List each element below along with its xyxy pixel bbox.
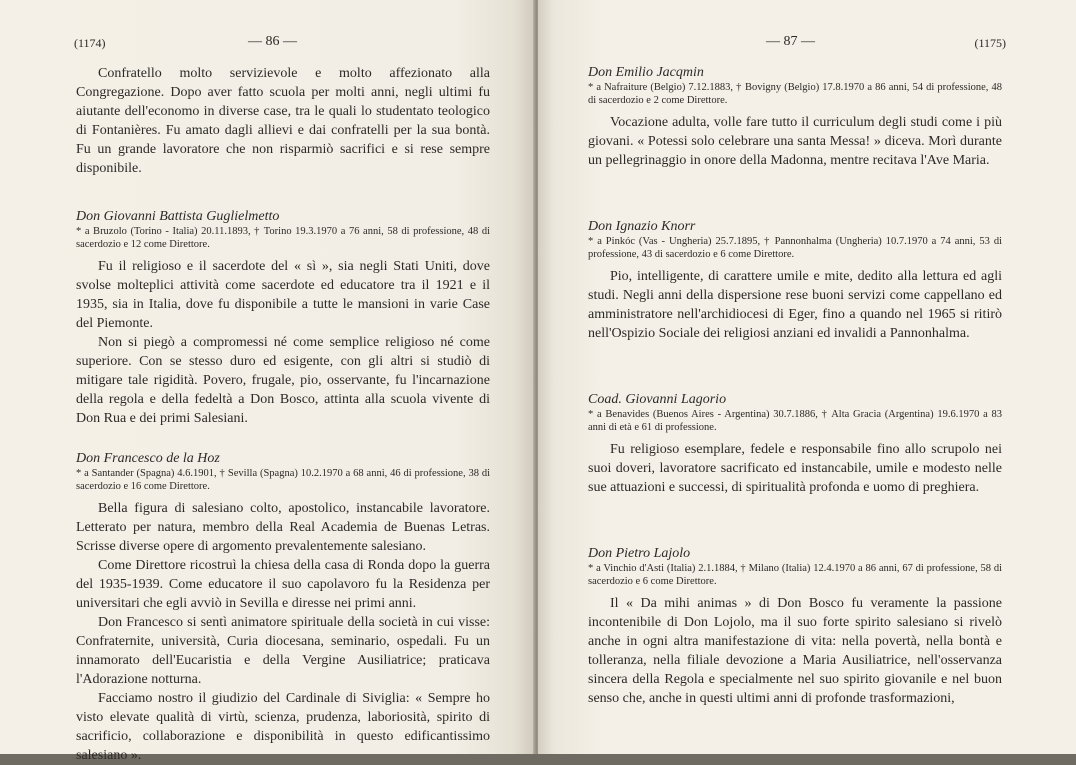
left-page-content xyxy=(76,64,490,765)
right-page-number: — 87 — xyxy=(766,34,815,49)
entry-paragraph: Bella figura di salesiano colto, apostolico, instancabile lavoratore. Letterato per natura, membro della Real Academia de Buenas Letras. Scrisse diverse opere di argomento prevalentemente salesiano. xyxy=(76,501,490,554)
entry-meta: * a Pinkóc (Vas - Ungheria) 25.7.1895, † Pannonhalma (Ungheria) 10.7.1970 a 74 anni, 53 di professione, 43 di sacerdozio e 6 come Direttore. xyxy=(588,236,1002,260)
entry-paragraph: Facciamo nostro il giudizio del Cardinale di Siviglia: « Sempre ho visto elevate qualità di virtù, scienza, prudenza, laboriosità, spirito di sacrificio, collaborazione e disponibilità in questo edificantissimo salesiano ». xyxy=(76,691,490,763)
entry-meta: * a Bruzolo (Torino - Italia) 20.11.1893, † Torino 19.3.1970 a 76 anni, 58 di professione, 48 di sacerdozio e 12 come Direttore. xyxy=(76,226,490,250)
entry-name: Coad. Giovanni Lagorio xyxy=(588,392,727,407)
entry-meta: * a Benavides (Buenos Aires - Argentina) 30.7.1886, † Alta Gracia (Argentina) 19.6.1970 a 83 anni di età e 61 di professione. xyxy=(588,409,1002,433)
entry-paragraph: Don Francesco si sentì animatore spirituale della società in cui visse: Confraternite, università, Curia diocesana, seminario, ospedali. Fu un innamorato dell'Eucaristia e della Vergine Ausiliatrice; praticava l'Adorazione notturna. xyxy=(76,615,490,687)
right-page-ref: (1175) xyxy=(974,36,1006,50)
right-page xyxy=(538,0,1076,754)
entry-paragraph: Non si piegò a compromessi né come semplice religioso né come superiore. Con se stesso duro ed esigente, con gli altri si studiò di mitigare tale rigidità. Povero, frugale, pio, osservante, fu l'incarnazione della regola e della fedeltà a Don Bosco, attinta alla scuola vivente di Don Rua e dei primi Salesiani. xyxy=(76,335,490,426)
obituary-entry xyxy=(588,64,1002,170)
entry-meta: * a Vinchio d'Asti (Italia) 2.1.1884, † Milano (Italia) 12.4.1970 a 86 anni, 67 di professione, 58 di sacerdozio e 6 come Direttore. xyxy=(588,563,1002,587)
entry-paragraph: Fu il religioso e il sacerdote del « sì », sia negli Stati Uniti, dove svolse molteplici attività come sacerdote ed educatore tra il 1921 e il 1935, sia in Italia, dove fu disponibile a tutte le mansioni in varie Case del Piemonte. xyxy=(76,259,490,331)
left-page xyxy=(0,0,535,763)
obituary-entry xyxy=(588,545,1002,708)
entry-paragraph: Pio, intelligente, di carattere umile e mite, dedito alla lettura ed agli studi. Negli anni della dispersione rese buoni servizi come cappellano ed amministratore nell'archidiocesi di Eger, fino a quando nel 1965 si ritirò nell'Ospizio Sociale dei religiosi anziani ed invalidi a Pannonhalma. xyxy=(588,269,1002,341)
entry-meta: * a Nafraiture (Belgio) 7.12.1883, † Bovigny (Belgio) 17.8.1970 a 86 anni, 54 di professione, 48 di sacerdozio e 2 come Direttore. xyxy=(588,82,1002,106)
right-page-header xyxy=(538,34,1076,52)
entry-paragraph: Fu religioso esemplare, fedele e responsabile fino allo scrupolo nei suoi doveri, lavoratore sacrificato ed instancabile, umile e modesto nelle sue attuazioni e successi, di spiritualità profonda e uomo di preghiera. xyxy=(588,442,1002,495)
left-page-header xyxy=(0,34,535,52)
entry-name: Don Giovanni Battista Guglielmetto xyxy=(76,209,280,224)
obituary-entry xyxy=(588,218,1002,343)
obituary-entry xyxy=(76,450,490,765)
obituary-entry xyxy=(76,208,490,428)
entry-paragraph: Come Direttore ricostruì la chiesa della casa di Ronda dopo la guerra del 1935-1939. Come educatore il suo capolavoro fu la Residenza per universitari che egli avviò in Sevilla e diresse nei primi anni. xyxy=(76,558,490,611)
entry-paragraph: Vocazione adulta, volle fare tutto il curriculum degli studi come i più giovani. « Potessi solo celebrare una santa Messa! » diceva. Morì durante un pellegrinaggio in onore della Madonna, mentre recitava l'Ave Maria. xyxy=(588,115,1002,168)
left-page-ref: (1174) xyxy=(74,36,106,50)
entry-name: Don Francesco de la Hoz xyxy=(76,451,220,466)
entry-name: Don Emilio Jacqmin xyxy=(588,65,704,80)
entry-paragraph: Il « Da mihi animas » di Don Bosco fu veramente la passione incontenibile di Don Lojolo, ma il suo forte spirito salesiano si rivelò anche in ogni altra manifestazione di vita: nella povertà, nella bontà e tolleranza, nella filiale devozione a Maria Ausiliatrice, nell'osservanza sincera della Regola e specialmente nel suo spirito giovanile e nel buon senso che, anche in questi ultimi anni di profonde trasformazioni, xyxy=(588,596,1002,706)
intro-paragraph: Confratello molto servizievole e molto affezionato alla Congregazione. Dopo aver fatto scuola per molti anni, negli ultimi fu aiutante dell'economo in diverse case, tra le quali lo studentato teologico di Fontanières. Fu amato dagli allievi e dai confratelli per la sua bontà. Fu un grande lavoratore che non risparmiò sacrifici e si rese sempre disponibile. xyxy=(76,66,490,176)
entry-meta: * a Santander (Spagna) 4.6.1901, † Sevilla (Spagna) 10.2.1970 a 68 anni, 46 di professione, 38 di sacerdozio e 16 come Direttore. xyxy=(76,468,490,492)
entry-name: Don Ignazio Knorr xyxy=(588,219,696,234)
entry-name: Don Pietro Lajolo xyxy=(588,546,691,561)
right-page-content xyxy=(588,64,1002,708)
left-page-number: — 86 — xyxy=(248,34,297,49)
obituary-entry xyxy=(588,391,1002,497)
